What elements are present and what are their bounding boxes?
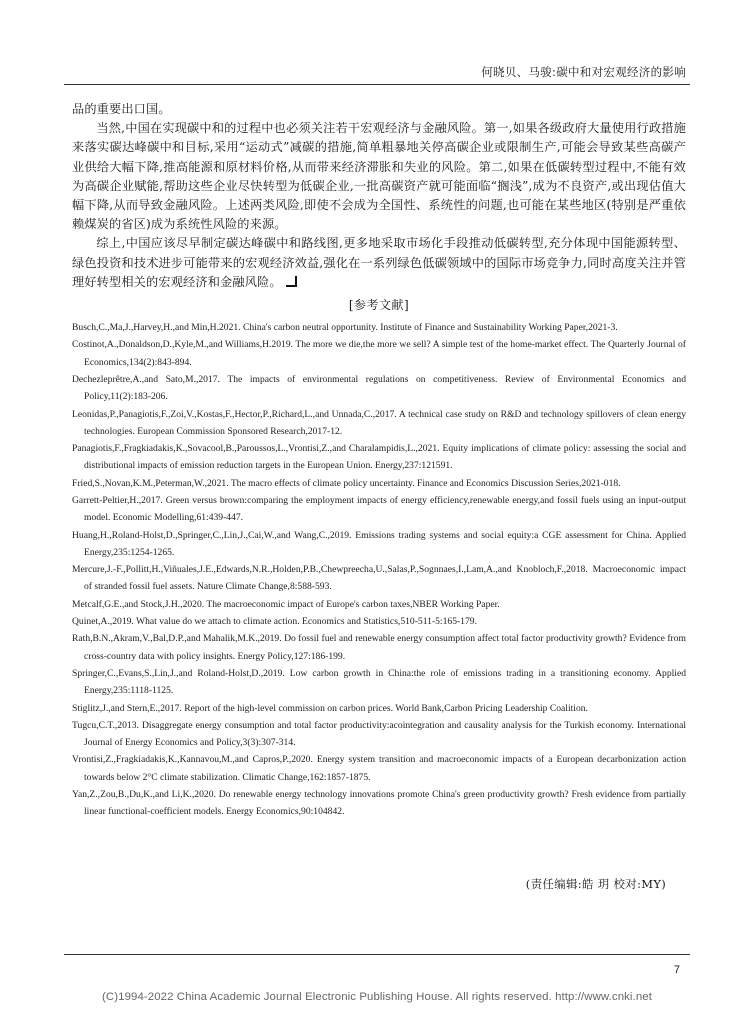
reference-item: Rath,B.N.,Akram,V.,Bal,D.P.,and Mahalik,M.K.,2019. Do fossil fuel and renewable energy consumption affect total factor productivity growth? Evidence from cross-country data with policy insights. Energy Policy,127:186-199. [72,633,686,662]
reference-item: Fried,S.,Novan,K.M.,Peterman,W.,2021. The macro effects of climate policy uncertainty. Finance and Economics Discussion Series,2021-018. [72,477,621,489]
reference-item: Vrontisi,Z.,Fragkiadakis,K.,Kannavou,M.,and Capros,P.,2020. Energy system transition and macroeconomic impacts of a European decarbonization action towards below 2°C climate stabilization. Climatic Change,162:1857-1875. [72,754,686,783]
paragraph-conclusion-text: 综上,中国应该尽早制定碳达峰碳中和路线图,更多地采取市场化手段推动低碳转型,充分体现中国能源转型、绿色投资和技术进步可能带来的宏观经济效益,强化在一系列绿色低碳领域中的国际市场竞争力,同时高度关注并管理好转型相关的宏观经济和金融风险。 [72,236,686,289]
article-body [72,100,686,821]
page-number: 7 [673,964,680,976]
editor-note: (责任编辑:皓 玥 校对:MY) [525,877,666,891]
reference-item: Garrett-Peltier,H.,2017. Green versus brown:comparing the employment impacts of energy efficiency,renewable energy,and fossil fuels using an input-output model. Economic Modelling,61:439-447. [72,495,686,524]
reference-item: Costinot,A.,Donaldson,D.,Kyle,M.,and Williams,H.2019. The more we die,the more we sell? A simple test of the home-market effect. The Quarterly Journal of Economics,134(2):843-894. [72,339,686,368]
reference-item: Mercure,J.-F.,Pollitt,H.,Viñuales,J.E.,Edwards,N.R.,Holden,P.B.,Chewpreecha,U.,Salas,P.,Sognnaes,I.,Lam,A.,and Knobloch,F.,2018. Macroeconomic impact of stranded fossil fuel assets. Nature Climate Change,8:588-593. [72,564,686,593]
copyright-footer: (C)1994-2022 China Academic Journal Electronic Publishing House. All rights reserved. http://www.cnki.net [102,991,652,1003]
paragraph-continuation: 品的重要出口国。 [72,102,171,116]
reference-item: Springer,C.,Evans,S.,Lin,J.,and Roland-Holst,D.,2019. Low carbon growth in China:the role of emissions trading in a transitioning economy. Applied Energy,235:1118-1125. [72,667,686,697]
end-of-article-icon [286,276,297,287]
header-divider [64,84,690,85]
reference-item: Yan,Z.,Zou,B.,Du,K.,and Li,K.,2020. Do renewable energy technology innovations promote China's green productivity growth? Fresh evidence from partially linear functional-coefficient models. Energy Economics,90:104842. [72,789,686,818]
reference-item: Tugcu,C.T.,2013. Disaggregate energy consumption and total factor productivity:acointegration and causality analysis for the Turkish economy. International Journal of Energy Economics and Policy,3(3):307-314. [72,719,686,749]
reference-item: Stiglitz,J.,and Stern,E.,2017. Report of the high-level commission on carbon prices. World Bank,Carbon Pricing Leadership Coalition. [72,702,588,714]
running-header: 何晓贝、马骏:碳中和对宏观经济的影响 [481,65,686,79]
reference-item: Huang,H.,Roland-Holst,D.,Springer,C.,Lin,J.,Cai,W.,and Wang,C.,2019. Emissions trading systems and social equity:a CGE assessment for China. Applied Energy,235:1254-1265. [72,529,686,558]
paragraph-conclusion [72,234,686,292]
references-heading: [参考文献] [348,298,410,313]
footer-divider [64,954,690,955]
reference-item: Metcalf,G.E.,and Stock,J.H.,2020. The macroeconomic impact of Europe's carbon taxes,NBER Working Paper. [72,598,500,610]
reference-item: Panagiotis,F.,Fragkiadakis,K.,Sovacool,B.,Paroussos,L.,Vrontisi,Z.,and Charalampidis,L.,2021. Equity implications of climate policy: assessing the social and distributional impacts of emission reduction targets in the European Union. Energy,237:121591. [72,443,686,472]
reference-item: Busch,C.,Ma,J.,Harvey,H.,and Min,H.2021. China's carbon neutral opportunity. Institute of Finance and Sustainability Working Paper,2021-3. [72,322,618,334]
reference-list [72,319,686,821]
paragraph-risks: 当然,中国在实现碳中和的过程中也必须关注若干宏观经济与金融风险。第一,如果各级政府大量使用行政措施来落实碳达峰碳中和目标,采用“运动式”减碳的措施,简单粗暴地关停高碳企业或限制生产,可能会导致某些高碳产业供给大幅下降,推高能源和原材料价格,从而带来经济滞胀和失业的风险。第二,如果在低碳转型过程中,不能有效为高碳企业赋能,帮助这些企业尽快转型为低碳企业,一批高碳资产就可能面临“搁浅”,成为不良资产,或出现估值大幅下降,从而导致金融风险。上述两类风险,即使不会成为全国性、系统性的问题,也可能在某些地区(特别是严重依赖煤炭的省区)成为系统性风险的来源。 [72,121,686,232]
reference-item: Quinet,A.,2019. What value do we attach to climate action. Economics and Statistics,510-511-5:165-179. [72,616,477,628]
reference-item: Leonidas,P.,Panagiotis,F.,Zoi,V.,Kostas,F.,Hector,P.,Richard,L.,and Unnada,C.,2017. A technical case study on R&D and technology spillovers of clean energy technologies. European Commission Sponsored Research,2017-12. [72,408,686,437]
reference-item: Dechezleprêtre,A.,and Sato,M.,2017. The impacts of environmental regulations on competitiveness. Review of Environmental Economics and Policy,11(2):183-206. [72,373,686,403]
